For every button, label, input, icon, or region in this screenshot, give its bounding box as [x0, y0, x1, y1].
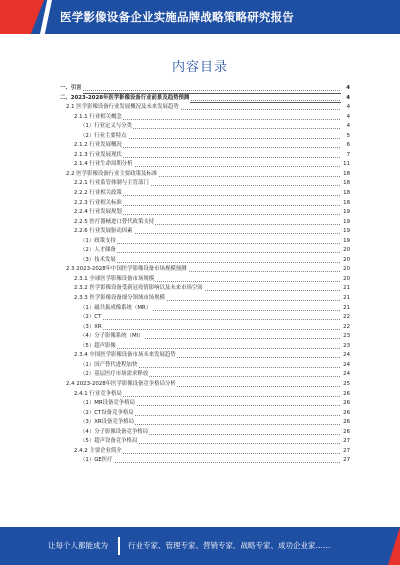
toc-entry[interactable]: [60, 390, 350, 400]
toc-entry[interactable]: [60, 208, 350, 218]
toc-entry[interactable]: [60, 199, 350, 209]
toc-entry-page: 20: [341, 265, 350, 275]
toc-entry-page: 24: [341, 361, 350, 371]
toc-entry-page: 6: [341, 141, 350, 151]
toc-entry-title: （2）CT设备竞争格局: [80, 409, 135, 419]
toc-entry-page: 23: [341, 332, 350, 342]
toc-entry-title: （2）基层医疗市场需求释放: [80, 370, 149, 380]
toc-entry-title: （2）人才储备: [80, 246, 117, 256]
toc-entry-page: 27: [341, 437, 350, 447]
toc-entry[interactable]: [60, 342, 350, 352]
toc-entry[interactable]: [60, 399, 350, 409]
toc-entry-page: 19: [341, 208, 350, 218]
toc-entry-page: 27: [341, 447, 350, 457]
toc-entry[interactable]: [60, 456, 350, 466]
toc-entry[interactable]: [60, 428, 350, 438]
toc-entry-title: 2.4 2023-2028年医学影像设备竞争格局分析: [66, 380, 177, 390]
toc-entry[interactable]: [60, 284, 350, 294]
toc-entry-title: 2.3 2023-2028年中国医学影像设备市场规模预测: [66, 265, 188, 275]
toc-entry-page: 11: [341, 160, 350, 170]
toc-entry-title: （5）超声影像: [80, 342, 117, 352]
footer-slogan-left: 让每个人都能成为: [48, 541, 108, 550]
toc-entry-title: （3）技术发展: [80, 256, 117, 266]
toc-entry[interactable]: [60, 332, 350, 342]
toc-entry-title: 2.2.4 行业发展规划: [74, 208, 123, 218]
toc-entry-title: 2.2.1 行业监管体制与主管部门: [74, 179, 150, 189]
toc-entry-page: 25: [341, 380, 350, 390]
toc-entry[interactable]: [60, 160, 350, 170]
toc-entry-page: 18: [341, 189, 350, 199]
toc-entry-page: 4: [341, 103, 350, 113]
toc-entry-page: 26: [341, 409, 350, 419]
toc-entry-title: 2.4.1 行业竞争格局: [74, 390, 123, 400]
header-banner: [0, 0, 400, 34]
toc-entry-page: 26: [341, 418, 350, 428]
footer-slogan-right: 行业专家、管理专家、营销专家、战略专家、成功企业家……: [128, 541, 331, 550]
toc-entry-page: 5: [341, 132, 350, 142]
toc-leader-dots: [80, 262, 340, 263]
toc-entry-page: 19: [341, 237, 350, 247]
toc-entry-title: （1）行业定义与分类: [80, 122, 133, 132]
toc-entry-page: 26: [341, 390, 350, 400]
toc-entry[interactable]: [60, 103, 350, 113]
toc-entry-page: 20: [341, 275, 350, 285]
header-red-accent: [0, 0, 44, 34]
toc-entry[interactable]: [60, 94, 350, 104]
toc-entry[interactable]: [60, 218, 350, 228]
toc-entry[interactable]: [60, 323, 350, 333]
toc-entry[interactable]: [60, 122, 350, 132]
toc-entry-title: 2.3.2 医学影像设备受新冠疫情影响以及未来市场空间: [74, 284, 204, 294]
toc-entry-page: 24: [341, 370, 350, 380]
toc-entry[interactable]: [60, 265, 350, 275]
toc-entry-page: 26: [341, 428, 350, 438]
toc-entry-title: 一、引言: [60, 84, 83, 94]
toc-entry[interactable]: [60, 437, 350, 447]
footer-logo: [24, 538, 40, 554]
toc-entry-page: 20: [341, 246, 350, 256]
toc-entry-title: 2.2.3 行业相关标准: [74, 199, 123, 209]
table-of-contents: [60, 84, 350, 466]
toc-entry-page: 18: [341, 179, 350, 189]
toc-entry-page: 4: [341, 113, 350, 123]
toc-entry-page: 22: [341, 313, 350, 323]
toc-entry-title: 2.2.5 医疗器械进口替代政策支持: [74, 218, 155, 228]
toc-entry-page: 7: [341, 151, 350, 161]
toc-entry-title: 2.3.4 中国医学影像设备市场未来发展趋势: [74, 351, 177, 361]
toc-entry[interactable]: [60, 275, 350, 285]
toc-entry-title: （1）GE医疗: [80, 456, 114, 466]
toc-entry-page: 20: [341, 256, 350, 266]
toc-entry-title: （1）MR设备竞争格局: [80, 399, 136, 409]
toc-entry-page: 21: [341, 284, 350, 294]
toc-entry[interactable]: [60, 170, 350, 180]
toc-entry[interactable]: [60, 380, 350, 390]
toc-leader-dots: [80, 319, 340, 320]
footer-divider: [118, 537, 120, 555]
toc-entry[interactable]: [60, 256, 350, 266]
toc-leader-dots: [80, 348, 340, 349]
toc-entry-page: 4: [341, 84, 350, 94]
toc-leader-dots: [60, 90, 340, 91]
toc-entry[interactable]: [60, 132, 350, 142]
toc-entry-title: （1）国产替代进程加快: [80, 361, 138, 371]
toc-entry-page: 22: [341, 323, 350, 333]
toc-entry-page: 26: [341, 399, 350, 409]
toc-heading: 内容目录: [171, 60, 228, 75]
toc-entry-page: 18: [341, 199, 350, 209]
toc-entry[interactable]: [60, 294, 350, 304]
toc-leader-dots: [80, 462, 340, 463]
toc-entry-page: 19: [341, 218, 350, 228]
toc-entry[interactable]: [60, 447, 350, 457]
toc-entry-title: （3）XR设备竞争格局: [80, 418, 135, 428]
toc-entry-title: 2.2.2 行业相关政策: [74, 189, 123, 199]
toc-entry-title: 2.1.3 行业发展现状: [74, 151, 123, 161]
toc-entry-title: 2.2.6 行业发展驱动因素: [74, 227, 134, 237]
toc-entry-page: 21: [341, 304, 350, 314]
footer-red-accent: [388, 527, 400, 565]
toc-entry-title: 2.1.4 行业生命周期分析: [74, 160, 134, 170]
toc-leader-dots: [80, 243, 340, 244]
toc-leader-dots: [80, 329, 340, 330]
toc-entry-title: （4）分子影像设备竞争格局: [80, 428, 149, 438]
report-title: 医学影像设备企业实施品牌战略策略研究报告: [60, 10, 294, 24]
toc-entry-title: （1）磁共振成像系统（MR）: [80, 304, 152, 314]
toc-entry[interactable]: [60, 84, 350, 94]
toc-entry-page: 19: [341, 227, 350, 237]
toc-entry-page: 27: [341, 456, 350, 466]
toc-entry[interactable]: [60, 179, 350, 189]
toc-entry[interactable]: [60, 113, 350, 123]
toc-entry[interactable]: [60, 189, 350, 199]
toc-entry-title: （3）XR: [80, 323, 103, 333]
toc-entry-page: 4: [341, 94, 350, 104]
toc-entry-title: 2.1.1 行业相关概念: [74, 113, 123, 123]
toc-entry[interactable]: [60, 361, 350, 371]
toc-entry-title: 2.2 医学影像设备行业主要政策及标准: [66, 170, 158, 180]
toc-entry-page: 21: [341, 294, 350, 304]
toc-entry[interactable]: [60, 409, 350, 419]
toc-entry-title: 2.3.3 医学影像设备细分领域市场规模: [74, 294, 166, 304]
toc-leader-dots: [80, 252, 340, 253]
footer-banner: [0, 527, 400, 565]
toc-entry[interactable]: [60, 246, 350, 256]
toc-entry-title: 2.1 医学影像设备行业发展概况及未来发展趋势: [66, 103, 180, 113]
toc-entry-title: 2.3.1 全球医学影像设备市场规模: [74, 275, 155, 285]
toc-entry-title: 二、2023-2028年医学影像设备行业前景及趋势预测: [60, 94, 190, 104]
toc-entry[interactable]: [60, 304, 350, 314]
toc-entry[interactable]: [60, 151, 350, 161]
toc-entry[interactable]: [60, 351, 350, 361]
toc-entry-page: 23: [341, 342, 350, 352]
toc-entry-page: 24: [341, 351, 350, 361]
toc-entry-title: （2）CT: [80, 313, 102, 323]
toc-entry[interactable]: [60, 313, 350, 323]
toc-entry[interactable]: [60, 227, 350, 237]
toc-entry-title: 2.4.2 主要企业简介: [74, 447, 123, 457]
toc-entry[interactable]: [60, 418, 350, 428]
toc-entry-page: 4: [341, 122, 350, 132]
toc-entry-title: 2.1.2 行业发展概况: [74, 141, 123, 151]
toc-entry[interactable]: [60, 370, 350, 380]
toc-entry-page: 18: [341, 170, 350, 180]
toc-entry[interactable]: [60, 141, 350, 151]
toc-entry-title: （4）分子影像系统（MI）: [80, 332, 145, 342]
toc-entry-title: （2）行业主要特点: [80, 132, 128, 142]
toc-entry[interactable]: [60, 237, 350, 247]
toc-entry-title: （1）政策支持: [80, 237, 117, 247]
toc-entry-title: （5）超声设备竞争格局: [80, 437, 138, 447]
